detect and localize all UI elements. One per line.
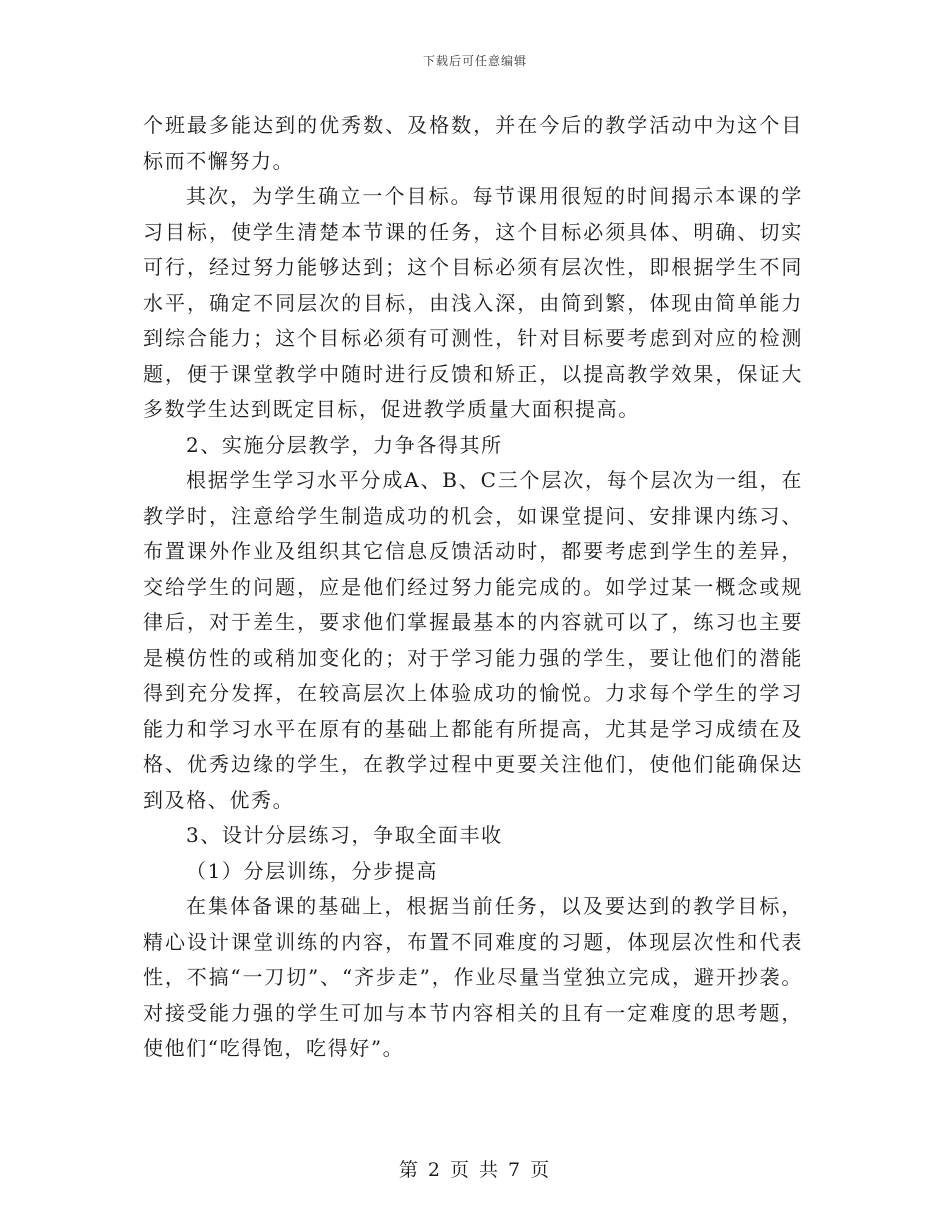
section-heading: 2、实施分层教学，力争各得其所: [186, 432, 503, 457]
section-heading: 3、设计分层练习，争取全面丰收: [186, 823, 503, 847]
paragraph: 在集体备课的基础上，根据当前任务，以及要达到的教学目标，精心设计课堂训练的内容，布置不同难度的习题，体现层次性和代表性，不搞“一刀切”、“齐步走”，作业尽量当堂独立完成，避开抄袭。对接受能力强的学生可加与本节内容相关的且有一定难度的思考题，使他们“吃得饱，吃得好”。: [143, 894, 803, 1060]
page-header: 下载后可任意编辑: [422, 54, 527, 68]
body-text: [143, 108, 803, 1067]
paragraph: 其次，为学生确立一个目标。每节课用很短的时间揭示本课的学习目标，使学生清楚本节课的任务，这个目标必须具体、明确、切实可行，经过努力能够达到；这个目标必须有层次性，即根据学生不同水平，确定不同层次的目标，由浅入深，由简到繁，体现由简单能力到综合能力；这个目标必须有可测性，针对目标要考虑到对应的检测题，便于课堂教学中随时进行反馈和矫正，以提高教学效果，保证大多数学生达到既定目标，促进教学质量大面积提高。: [143, 184, 803, 421]
subsection-heading: （1）分层训练，分步提高: [186, 858, 438, 883]
paragraph: 根据学生学习水平分成A、B、C三个层次，每个层次为一组，在教学时，注意给学生制造成功的机会，如课堂提问、安排课内练习、布置课外作业及组织其它信息反馈活动时，都要考虑到学生的差异，交给学生的问题，应是他们经过努力能完成的。如学过某一概念或规律后，对于差生，要求他们掌握最基本的内容就可以了，练习也主要是模仿性的或稍加变化的；对于学习能力强的学生，要让他们的潜能得到充分发挥，在较高层次上体验成功的愉悦。力求每个学生的学习能力和学习水平在原有的基础上都能有所提高，尤其是学习成绩在及格、优秀边缘的学生，在教学过程中更要关注他们，使他们能确保达到及格、优秀。: [143, 468, 803, 812]
paragraph: 个班最多能达到的优秀数、及格数，并在今后的教学活动中为这个目标而不懈努力。: [143, 113, 803, 173]
page-number: 第 2 页 共 7 页: [398, 1159, 552, 1181]
